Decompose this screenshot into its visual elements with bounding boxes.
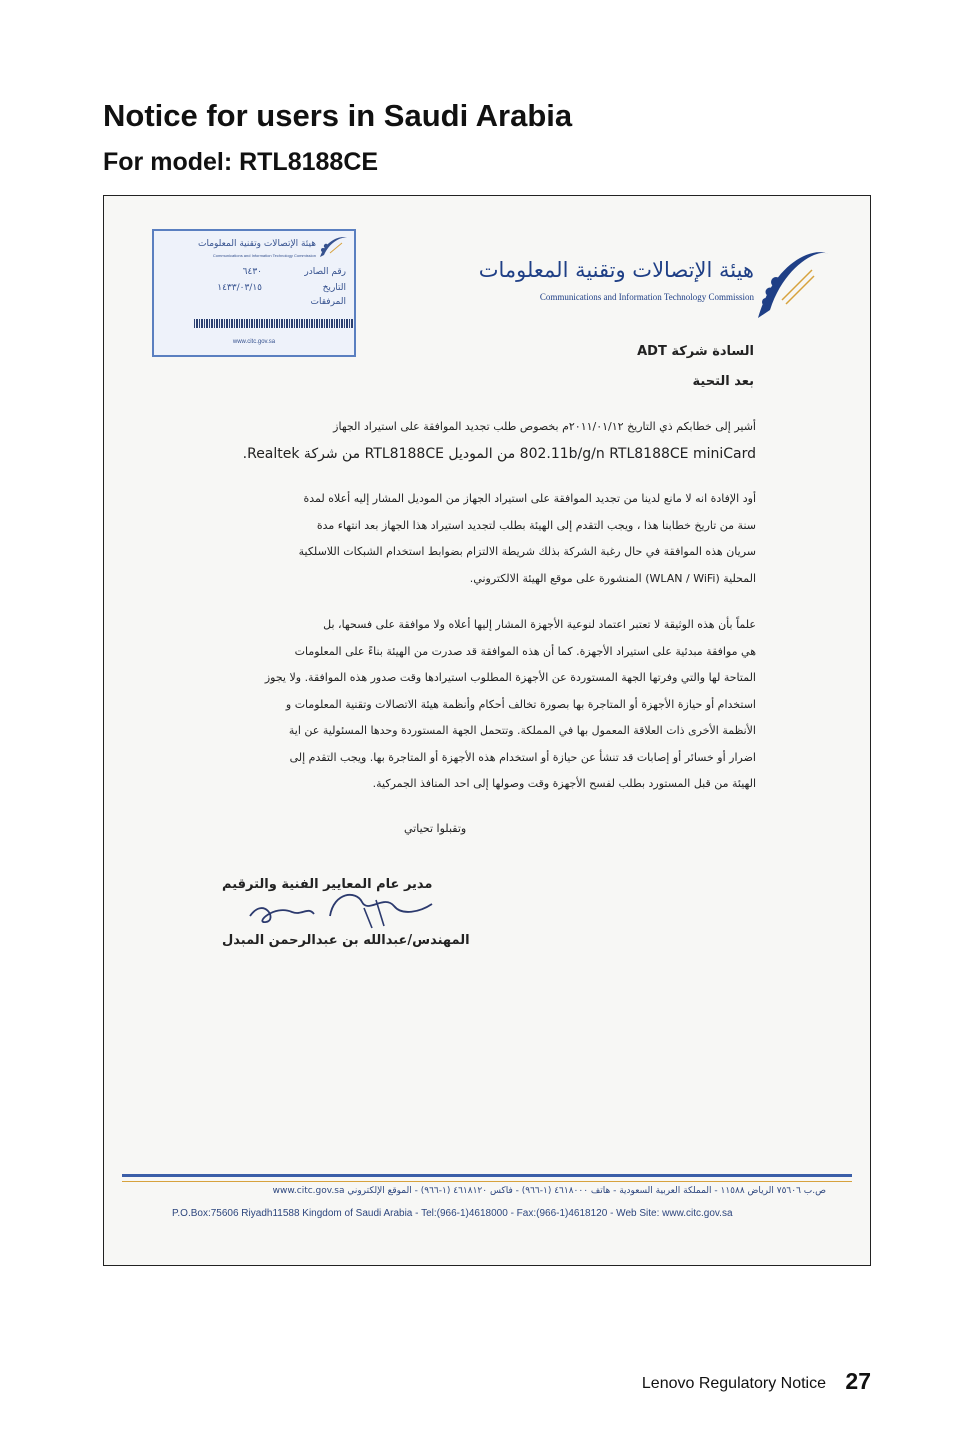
stamp-number-value: ٦٤٣٠ — [242, 267, 262, 277]
signer-title: مدير عام المعايير الفنية والترقيم — [222, 877, 433, 892]
stamp-number-label: رقم الصادر — [304, 267, 346, 277]
paragraph-line: 802.11b/g/n RTL8188CE miniCard من الموديل RTL8188CE من شركة Realtek. — [242, 445, 756, 462]
paragraph-line: سنة من تاريخ خطابنا هذا ، ويجب التقدم إلى الهيئة بطلب لتجديد استيراد هذا الجهاز بعد انتهاء مدة — [316, 518, 756, 532]
incoming-stamp — [152, 229, 356, 357]
footer-divider — [122, 1174, 852, 1177]
paragraph-line: أود الإفادة انه لا مانع لدينا من تجديد الموافقة على استيراد الجهاز من الموديل المشار إليه أعلاه لمدة — [303, 492, 756, 505]
letter-recipient: السادة شركة ADT — [637, 344, 754, 359]
org-name-ar: هيئة الإتصالات وتقنية المعلومات — [478, 258, 754, 282]
paragraph-line: هي موافقة مبدئية على استيراد الأجهزة. كما أن هذه الموافقة قد صدرت من الهيئة بناءً على المعلومات — [294, 644, 756, 658]
paragraph-line: استخدام أو حيازة الأجهزة أو المتاجرة بها بصورة تخالف أحكام وأنظمة هيئة الاتصالات وتقنية المعلومات و — [285, 697, 756, 711]
paragraph-line: علماً بأن هذه الوثيقة لا تعتبر اعتماد لنوعية الأجهزة المشار إليها أعلاه ولا موافقة على فسحها، بل — [323, 618, 756, 631]
stamp-attachments-label: المرفقات — [310, 297, 346, 307]
org-name-en: Communications and Information Technology Commission — [539, 292, 754, 302]
stamp-org-name-ar: هيئة الإتصالات وتقنية المعلومات — [198, 239, 316, 249]
paragraph-line: المحلية (WLAN / WiFi) المنشورة على موقع الهيئة الالكتروني. — [469, 571, 756, 585]
stamp-website: www.citc.gov.sa — [232, 339, 276, 345]
paragraph-line: الهيئة من قبل المستورد بطلب لفسح الأجهزة وقت وصولها إلى احد المنافذ الجمركية. — [372, 777, 756, 790]
citc-logo-icon — [752, 244, 832, 326]
letter-closing: وتقبلوا تحياتي — [404, 822, 467, 835]
stamp-org-name-en: Communications and Information Technology Commission — [212, 253, 316, 258]
paragraph-line: سريان هذه الموافقة في حال رغبة الشركة بذلك شريطة الالتزام بضوابط استخدام الشبكات اللاسلكية — [298, 545, 756, 558]
page-footer-label: Lenovo Regulatory Notice — [641, 1375, 826, 1392]
footer-divider-accent — [122, 1181, 852, 1182]
letter-paragraph-3 — [196, 612, 756, 798]
signer-name: المهندس/عبدالله بن عبدالرحمن المبدل — [222, 933, 470, 948]
page-number: 27 — [845, 1368, 871, 1394]
paragraph-line: الأنظمة الأخرى ذات العلاقة المعمول بها في المملكة. وتتحمل الجهة المستوردة وحدها المسئولية عن اية — [288, 724, 756, 737]
paragraph-line: أشير إلى خطابكم ذي التاريخ ٢٠١١/٠١/١٢م بخصوص طلب تجديد الموافقة على استيراد الجهاز — [333, 420, 756, 433]
letter-paragraph-1 — [196, 414, 756, 467]
stamp-date-label: التاريخ — [322, 283, 346, 293]
stamp-barcode — [194, 319, 354, 328]
paragraph-line: المتاحة لها والتي وفرتها الجهة المستوردة عن الأجهزة المطلوب استيرادها وقت صدور هذه الموافقة. ولا يجوز — [264, 671, 756, 684]
letter-paragraph-2 — [196, 486, 756, 592]
letter-footer-en: P.O.Box:75606 Riyadh11588 Kingdom of Saudi Arabia - Tel:(966-1)4618000 - Fax:(966-1)4618120 - Web Site: www.citc.gov.sa — [172, 1208, 733, 1219]
page-title: Notice for users in Saudi Arabia — [103, 98, 573, 133]
paragraph-line: اضرار أو خسائر أو إصابات قد تنشأ عن حيازة أو استخدام هذه الأجهزة أو المتاجرة بها. ويجب التقدم إلى — [289, 750, 756, 764]
scanned-letter — [103, 195, 871, 1266]
stamp-date-value: ١٤٣٣/٠٣/١٥ — [217, 283, 262, 293]
letter-footer-ar: ص.ب ٧٥٦٠٦ الرياض ١١٥٨٨ - المملكة العربية السعودية - هاتف ٤٦١٨٠٠٠ (١-٩٦٦) - فاكس ٤٦١٨١٢٠ (١-٩٦٦) - الموقع الإلكتروني www.citc.gov.sa — [272, 1186, 826, 1196]
letter-greeting: بعد التحية — [692, 374, 754, 389]
citc-logo-icon — [316, 235, 350, 261]
page-subtitle: For model: RTL8188CE — [103, 148, 379, 176]
